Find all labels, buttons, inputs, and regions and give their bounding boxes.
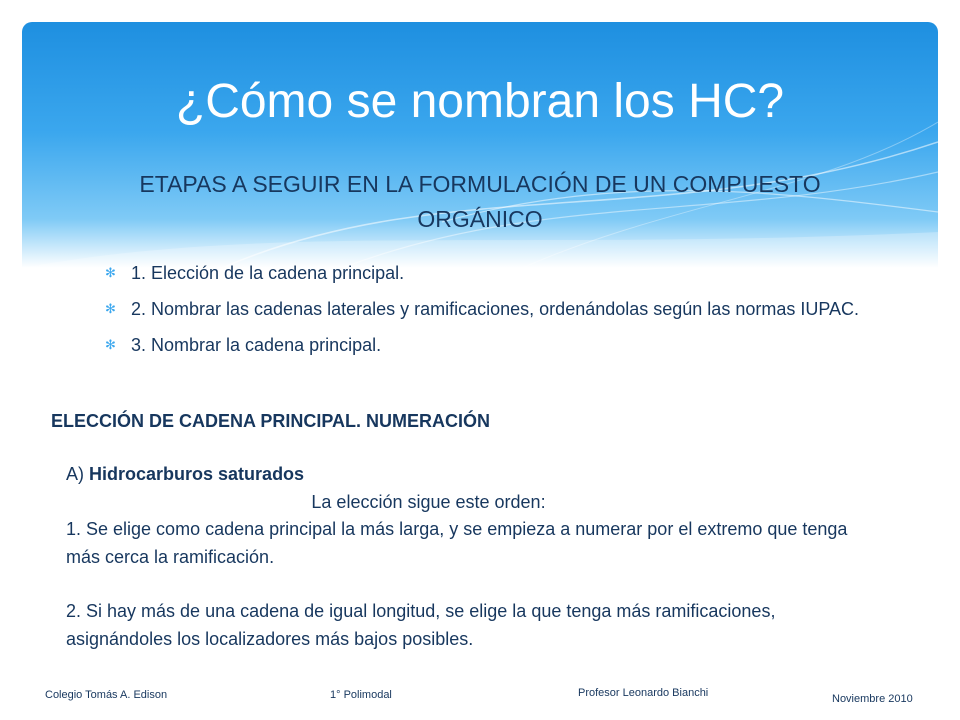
content-block [66,461,866,653]
rule-two: 2. Si hay más de una cadena de igual longitud, se elige la que tenga más ramificaciones, asignándoles los localizadores más bajos posibles. [66,601,776,649]
order-line: La elección sigue este orden: [311,491,546,512]
list-item-text: 2. Nombrar las cadenas laterales y ramificaciones, ordenándolas según las normas IUPAC. [131,299,860,319]
footer-school: Colegio Tomás A. Edison [45,689,168,701]
rule-one: 1. Se elige como cadena principal la más larga, y se empieza a numerar por el extremo que tenga más cerca la ramificación. [66,519,848,567]
asterisk-bullet-icon: ✻ [105,265,116,280]
subheading-label: Hidrocarburos saturados [89,464,305,484]
footer-course: 1° Polimodal [330,689,392,701]
slide-title: ¿Cómo se nombran los HC? [175,75,785,128]
section-heading: ELECCIÓN DE CADENA PRINCIPAL. NUMERACIÓN [51,411,491,431]
list-item [105,296,865,322]
asterisk-bullet-icon: ✻ [105,337,116,352]
slide-subtitle: ETAPAS A SEGUIR EN LA FORMULACIÓN DE UN COMPUESTO ORGÁNICO [139,171,821,232]
asterisk-bullet-icon: ✻ [105,301,116,316]
list-item [105,332,865,358]
list-item-text: 3. Nombrar la cadena principal. [131,335,382,355]
subheading [66,461,866,489]
list-item-text: 1. Elección de la cadena principal. [131,263,405,283]
subheading-prefix: A) [66,464,90,484]
footer-date: Noviembre 2010 [832,693,913,705]
steps-list [105,260,865,368]
footer-teacher: Profesor Leonardo Bianchi [578,687,709,699]
list-item [105,260,865,286]
